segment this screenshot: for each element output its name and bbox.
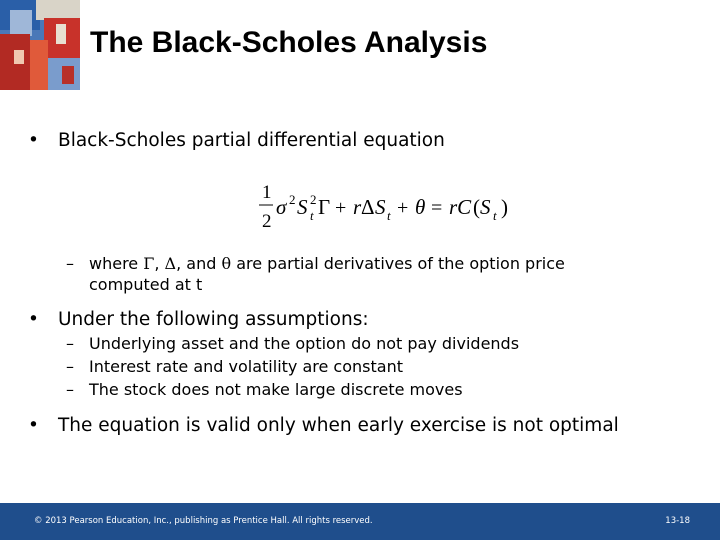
eq-fraction-denominator: 2: [262, 211, 272, 232]
page-title: The Black-Scholes Analysis: [90, 26, 488, 59]
eq-s1-exponent: 2: [310, 192, 317, 207]
bullet-text: The equation is valid only when early exercise is not optimal: [58, 415, 619, 436]
dash-marker: –: [66, 334, 74, 353]
slide-number: 13-18: [665, 516, 690, 526]
where-rest: are partial derivatives of the option price: [236, 254, 565, 273]
where-prefix: where: [89, 254, 139, 273]
eq-close-paren: ): [501, 195, 508, 219]
eq-s2-subscript: t: [387, 208, 391, 223]
eq-s1: S: [297, 195, 308, 219]
bullet-dot: •: [28, 130, 39, 151]
black-scholes-equation: [255, 180, 525, 240]
eq-s2: S: [375, 195, 386, 219]
where-line-2-text: computed at t: [89, 275, 203, 294]
eq-open-paren: (: [473, 195, 480, 219]
eq-theta: θ: [415, 195, 426, 219]
where-sep-1: ,: [154, 254, 160, 273]
eq-gamma: Γ: [318, 195, 331, 219]
dash-marker: –: [66, 254, 74, 273]
eq-s3: S: [480, 195, 491, 219]
bullet-dot: •: [28, 309, 39, 330]
footer-bar: [0, 503, 720, 540]
eq-s3-subscript: t: [493, 208, 497, 223]
assumption-text: Underlying asset and the option do not pay dividends: [89, 334, 520, 353]
bullet-dot: •: [28, 415, 39, 436]
dash-marker: –: [66, 380, 74, 399]
eq-rc: rC: [449, 195, 472, 219]
assumption-text: The stock does not make large discrete moves: [89, 380, 463, 399]
copyright-text: © 2013 Pearson Education, Inc., publishing as Prentice Hall. All rights reserved.: [34, 516, 373, 526]
eq-sigma: σ: [276, 195, 287, 219]
where-text: [89, 254, 565, 273]
eq-equals: =: [431, 197, 443, 219]
eq-sigma-exponent: 2: [289, 192, 296, 207]
eq-fraction-numerator: 1: [262, 182, 272, 203]
eq-plus-2: +: [397, 197, 409, 219]
decorative-logo-image: [0, 0, 80, 90]
eq-r: r: [353, 195, 362, 219]
where-gamma: Γ: [143, 254, 155, 273]
dash-marker: –: [66, 357, 74, 376]
where-delta: Δ: [164, 254, 177, 273]
bullet-text: Under the following assumptions:: [58, 309, 369, 330]
assumption-text: Interest rate and volatility are constant: [89, 357, 403, 376]
bullet-text: Black-Scholes partial differential equation: [58, 130, 445, 151]
eq-delta: Δ: [361, 195, 375, 219]
where-sep-2: , and: [176, 254, 217, 273]
eq-s1-subscript: t: [310, 208, 314, 223]
eq-plus-1: +: [335, 197, 347, 219]
where-theta: θ: [221, 254, 232, 273]
